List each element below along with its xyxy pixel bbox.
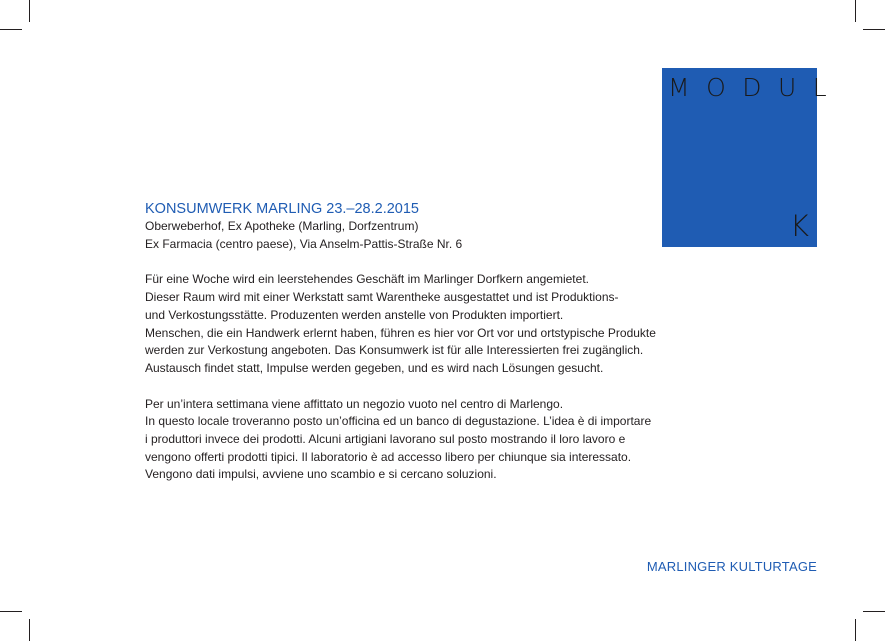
crop-mark-top-left-vertical [29,0,30,22]
italian-line: i produttori invece dei prodotti. Alcuni artigiani lavorano sul posto mostrando il loro lavoro e [145,432,626,447]
crop-mark-top-right-horizontal [863,29,885,30]
italian-line: Per un’intera settimana viene affittato un negozio vuoto nel centro di Marlengo. [145,396,564,411]
main-content [145,200,656,484]
crop-mark-top-left-horizontal [0,29,22,30]
italian-line: vengono offerti prodotti tipici. Il laboratorio è ad accesso libero per chiunque sia interessato. [145,449,632,464]
german-line: Für eine Woche wird ein leerstehendes Geschäft im Marlinger Dorfkern angemietet. [145,272,589,287]
german-paragraph [145,271,656,377]
footer-organizer: MARLINGER KULTURTAGE [646,559,817,574]
italian-paragraph [145,396,652,485]
german-line: werden zur Verkostung angeboten. Das Konsumwerk ist für alle Interessierten frei zugänglich. [145,343,644,358]
crop-mark-top-right-vertical [855,0,856,22]
german-line: Menschen, die ein Handwerk erlernt haben, führen es hier vor Ort vor und ortstypische Produkte [145,325,656,340]
crop-mark-bottom-left-horizontal [0,611,22,612]
italian-line: In questo locale troveranno posto un’officina ed un banco di degustazione. L’idea è di importare [145,414,652,429]
address-line-german: Oberweberhof, Ex Apotheke (Marling, Dorfzentrum) [145,219,419,233]
german-line: und Verkostungsstätte. Produzenten werden anstelle von Produkten importiert. [145,307,564,322]
crop-mark-bottom-right-vertical [855,619,856,641]
event-title: KONSUMWERK MARLING 23.–28.2.2015 [145,201,419,217]
italian-line: Vengono dati impulsi, avviene uno scambio e si cercano soluzioni. [145,467,497,482]
logo-top-text: MODUL [668,73,844,102]
crop-mark-bottom-left-vertical [29,619,30,641]
german-line: Austausch findet statt, Impulse werden gegeben, und es wird nach Lösungen gesucht. [145,360,604,375]
modul-k-logo [662,68,844,247]
crop-mark-bottom-right-horizontal [863,611,885,612]
german-line: Dieser Raum wird mit einer Werkstatt samt Warentheke ausgestattet und ist Produktions- [145,290,619,305]
address-line-italian: Ex Farmacia (centro paese), Via Anselm-Pattis-Straße Nr. 6 [145,236,463,251]
logo-bottom-text: K [789,209,809,243]
